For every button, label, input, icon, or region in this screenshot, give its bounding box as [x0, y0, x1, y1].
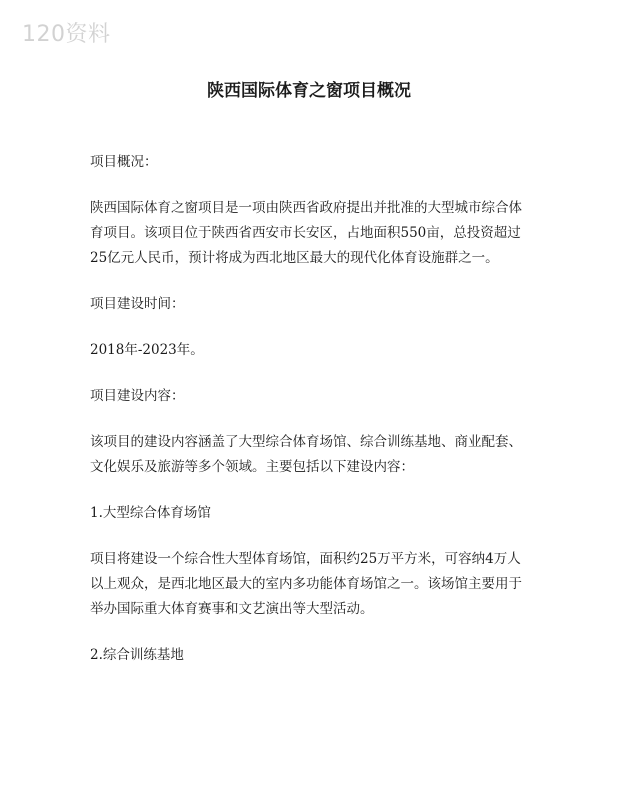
construction-content-label: 项目建设内容： [90, 388, 185, 404]
item-2-heading: 2.综合训练基地 [90, 647, 184, 663]
overview-label: 项目概况： [90, 154, 158, 170]
item-1-heading: 1.大型综合体育场馆 [90, 505, 211, 521]
watermark-logo: 120资料 [22, 22, 111, 47]
construction-time-value: 2018年-2023年。 [90, 342, 204, 358]
construction-time-label: 项目建设时间： [90, 296, 185, 312]
construction-content-paragraph: 该项目的建设内容涵盖了大型综合体育场馆、综合训练基地、商业配套、文化娱乐及旅游等多个领域。主要包括以下建设内容： [90, 434, 522, 475]
item-1-paragraph: 项目将建设一个综合性大型体育场馆，面积约25万平方米，可容纳4万人以上观众，是西北地区最大的室内多功能体育场馆之一。该场馆主要用于举办国际重大体育赛事和文艺演出等大型活动。 [90, 551, 522, 617]
document-title: 陕西国际体育之窗项目概况 [207, 81, 411, 101]
overview-paragraph: 陕西国际体育之窗项目是一项由陕西省政府提出并批准的大型城市综合体育项目。该项目位于陕西省西安市长安区，占地面积550亩，总投资超过25亿元人民币，预计将成为西北地区最大的现代化体育设施群之一。 [90, 200, 522, 266]
document-body [90, 150, 526, 689]
